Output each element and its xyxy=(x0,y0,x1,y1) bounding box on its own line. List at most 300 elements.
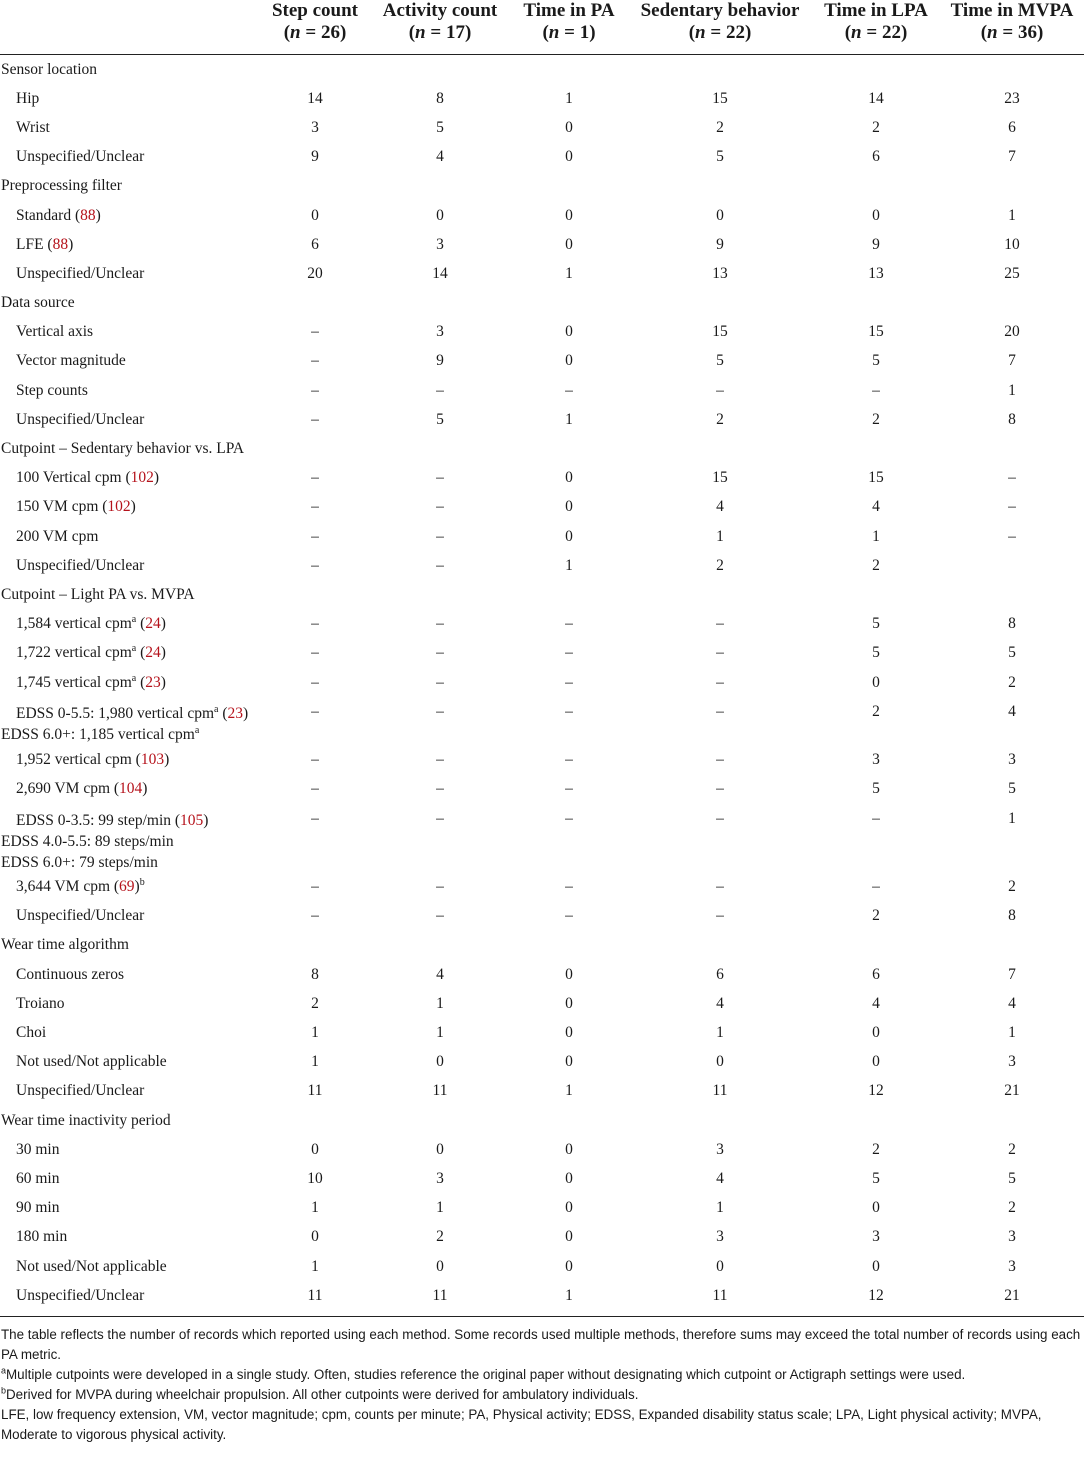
row-label-paren: ) xyxy=(243,705,249,723)
cell-value: 15 xyxy=(712,89,728,107)
n-symbol: n xyxy=(695,22,706,43)
citation-link[interactable]: 88 xyxy=(52,235,69,253)
cell-value: 3 xyxy=(1008,1257,1016,1275)
cell-value: 13 xyxy=(712,264,728,282)
cell-value: 21 xyxy=(940,1281,1084,1317)
cell-value: 4 xyxy=(716,994,724,1012)
table-row xyxy=(0,84,1084,113)
table-row xyxy=(0,873,1084,902)
row-label xyxy=(0,143,260,172)
citation-link[interactable]: 102 xyxy=(107,498,131,516)
row-label-text: 30 min xyxy=(16,1140,60,1158)
table-row xyxy=(0,405,1084,434)
footnote-marker: a xyxy=(131,614,137,625)
cell-value: 4 xyxy=(1008,703,1016,721)
row-label-paren: ) xyxy=(160,673,166,691)
n-value: 1 xyxy=(579,22,590,43)
cell-value: – xyxy=(311,809,319,827)
row-label-text: 90 min xyxy=(16,1199,60,1217)
cell-value: 9 xyxy=(716,235,724,253)
row-label-paren: ) xyxy=(130,498,136,516)
row-label xyxy=(0,551,260,580)
row-label-text: Unspecified/Unclear xyxy=(16,410,145,428)
n-symbol: n xyxy=(851,22,862,43)
table-row xyxy=(0,1164,1084,1193)
row-label xyxy=(0,405,260,434)
cell-value: – xyxy=(311,352,319,370)
cell-value: 1 xyxy=(436,1024,444,1042)
footnote-marker: a xyxy=(131,672,137,684)
column-n: (n = 17) xyxy=(408,22,472,43)
cell-value: 0 xyxy=(565,352,573,370)
column-n: (n = 36) xyxy=(980,22,1044,43)
cell-value: 0 xyxy=(872,1257,880,1275)
cell-value: 3 xyxy=(872,750,880,768)
cell-value: 5 xyxy=(436,410,444,428)
row-label-text: Step counts xyxy=(16,381,88,399)
row-label xyxy=(0,960,260,989)
row-label-continuation xyxy=(1,831,260,852)
row-label-text: Unspecified/Unclear xyxy=(16,264,145,282)
cell-value: 6 xyxy=(311,235,319,253)
cell-value: 8 xyxy=(1008,410,1016,428)
cell-value: 0 xyxy=(565,1228,573,1246)
cell-value: – xyxy=(565,750,573,768)
cell-value: 2 xyxy=(872,410,880,428)
cell-value: – xyxy=(311,498,319,516)
table-row xyxy=(0,318,1084,347)
row-label-text: 200 VM cpm xyxy=(16,527,99,545)
cell-value: 1 xyxy=(311,1024,319,1042)
cell-value: 10 xyxy=(307,1169,323,1187)
cell-value: 1 xyxy=(510,1281,628,1317)
cell-value: 12 xyxy=(868,1082,884,1100)
table-row xyxy=(0,745,1084,774)
cell-value: 1 xyxy=(1008,809,1016,827)
cell-value: 0 xyxy=(565,469,573,487)
row-label-text: Wrist xyxy=(16,118,50,136)
cell-value: 2 xyxy=(716,556,724,574)
cell-value: 7 xyxy=(1008,148,1016,166)
cell-value: – xyxy=(716,750,724,768)
cell-value: – xyxy=(311,323,319,341)
cell-value: – xyxy=(436,469,444,487)
cell-value: 11 xyxy=(712,1082,728,1100)
row-label-text: Not used/Not applicable xyxy=(16,1053,167,1071)
cell-value: 3 xyxy=(436,1169,444,1187)
column-title: Time in LPA xyxy=(824,0,928,21)
cell-value: 6 xyxy=(872,148,880,166)
row-label xyxy=(0,493,260,522)
row-label-text: 1,584 vertical cpm xyxy=(16,615,132,633)
footnote-a-text: Multiple cutpoints were developed in a single study. Often, studies reference the original paper without designating which cutpoint or Actigraph settings were used. xyxy=(6,1367,966,1383)
cell-value: 4 xyxy=(716,1169,724,1187)
cell-value: 3 xyxy=(311,118,319,136)
table-row xyxy=(0,1018,1084,1047)
table-row xyxy=(0,201,1084,230)
cell-value: – xyxy=(311,878,319,896)
row-label-paren: ) xyxy=(134,878,140,896)
cell-value: – xyxy=(311,556,319,574)
cell-value: 3 xyxy=(436,235,444,253)
row-label-text: 2,690 VM cpm ( xyxy=(16,779,120,797)
cell-value: 1 xyxy=(1008,1024,1016,1042)
section-row xyxy=(0,289,1084,318)
row-label xyxy=(0,697,260,745)
cell-value: – xyxy=(565,381,573,399)
cell-value: 5 xyxy=(872,352,880,370)
continuation-text: EDSS 6.0+: 1,185 vertical cpm xyxy=(1,726,195,744)
row-label-text: Choi xyxy=(16,1024,47,1042)
cell-value: 1 xyxy=(1008,206,1016,224)
citation-link[interactable]: 23 xyxy=(145,673,161,691)
cell-value: – xyxy=(716,673,724,691)
cell-value: 9 xyxy=(311,148,319,166)
section-row xyxy=(0,55,1084,85)
cell-value: 2 xyxy=(872,118,880,136)
row-label xyxy=(0,1135,260,1164)
cell-value: – xyxy=(436,556,444,574)
cell-value: 15 xyxy=(712,323,728,341)
cell-value: 2 xyxy=(1008,878,1016,896)
cell-value: 5 xyxy=(872,615,880,633)
cell-value: 0 xyxy=(872,673,880,691)
cell-value xyxy=(940,551,1084,580)
cell-value: – xyxy=(872,809,880,827)
row-label xyxy=(0,376,260,405)
row-label xyxy=(0,873,260,902)
cell-value: 0 xyxy=(311,206,319,224)
row-label-paren: ) xyxy=(203,811,209,829)
row-label-paren: ) xyxy=(164,750,170,768)
table-row xyxy=(0,989,1084,1018)
cell-value: 4 xyxy=(872,994,880,1012)
row-label xyxy=(0,1252,260,1281)
section-title: Cutpoint – Light PA vs. MVPA xyxy=(1,585,195,603)
table-row xyxy=(0,551,1084,580)
cell-value: 1 xyxy=(872,527,880,545)
column-n: (n = 26) xyxy=(283,22,347,43)
cell-value: 1 xyxy=(436,1199,444,1217)
n-value: 36 xyxy=(1017,22,1037,43)
cell-value: 11 xyxy=(260,1281,370,1317)
section-row xyxy=(0,434,1084,463)
row-label xyxy=(0,1018,260,1047)
row-label-text: Troiano xyxy=(16,994,65,1012)
cell-value: 0 xyxy=(565,1140,573,1158)
footnote-main: The table reflects the number of records which reported using each method. Some records used multiple methods, therefore sums may exceed the total number of records using each PA metric. xyxy=(1,1327,1081,1363)
cell-value: – xyxy=(436,527,444,545)
cell-value: – xyxy=(311,644,319,662)
n-value: 22 xyxy=(725,22,745,43)
row-label-text: Continuous zeros xyxy=(16,965,125,983)
cell-value: – xyxy=(565,907,573,925)
cell-value: – xyxy=(311,673,319,691)
table-row xyxy=(0,493,1084,522)
cell-value: 14 xyxy=(307,89,323,107)
cell-value: 4 xyxy=(436,965,444,983)
row-label xyxy=(0,259,260,288)
row-label xyxy=(0,522,260,551)
cell-value: – xyxy=(716,907,724,925)
column-title: Time in MVPA xyxy=(950,0,1074,21)
cell-value: – xyxy=(1008,527,1016,545)
cell-value: 4 xyxy=(872,498,880,516)
cell-value: 5 xyxy=(872,1169,880,1187)
column-n: (n = 1) xyxy=(542,22,596,43)
header-empty-cell xyxy=(0,0,260,55)
column-n: (n = 22) xyxy=(844,22,908,43)
cell-value: 1 xyxy=(311,1257,319,1275)
citation-link[interactable]: 24 xyxy=(145,615,161,633)
column-header xyxy=(260,0,370,55)
column-title: Activity count xyxy=(382,0,498,21)
cell-value: – xyxy=(565,809,573,827)
row-label xyxy=(0,668,260,697)
cell-value: 9 xyxy=(872,235,880,253)
section-row xyxy=(0,1106,1084,1135)
continuation-text: EDSS 4.0-5.5: 89 steps/min xyxy=(1,832,174,850)
cell-value: 11 xyxy=(307,1082,323,1100)
row-label-text: Unspecified/Unclear xyxy=(16,907,145,925)
cell-value: 0 xyxy=(565,1257,573,1275)
cell-value: 20 xyxy=(1004,323,1020,341)
cell-value: – xyxy=(565,878,573,896)
cell-value: 0 xyxy=(565,527,573,545)
n-value: 22 xyxy=(881,22,901,43)
column-header xyxy=(940,0,1084,55)
column-title: Step count xyxy=(271,0,359,21)
cell-value: 0 xyxy=(565,498,573,516)
cell-value: 1 xyxy=(565,1082,573,1100)
cell-value: 0 xyxy=(872,1199,880,1217)
cell-value: 2 xyxy=(1008,673,1016,691)
row-label xyxy=(0,1048,260,1077)
row-label-continuation xyxy=(1,852,260,873)
row-label xyxy=(0,113,260,142)
cell-value: 5 xyxy=(872,779,880,797)
cell-value: 0 xyxy=(565,1053,573,1071)
cell-value: 15 xyxy=(868,323,884,341)
table-row xyxy=(0,804,1084,873)
footnote-marker: a xyxy=(131,643,137,655)
cell-value: 5 xyxy=(1008,644,1016,662)
cell-value: 0 xyxy=(872,206,880,224)
row-label-text: Unspecified/Unclear xyxy=(16,1286,145,1304)
table-body xyxy=(0,55,1084,1317)
table-row xyxy=(0,1194,1084,1223)
cell-value: 0 xyxy=(565,118,573,136)
cell-value: 6 xyxy=(1008,118,1016,136)
cell-value: 1 xyxy=(436,994,444,1012)
cell-value: 8 xyxy=(436,89,444,107)
table-row xyxy=(0,1048,1084,1077)
cell-value: 5 xyxy=(716,352,724,370)
cell-value: – xyxy=(716,615,724,633)
table-row xyxy=(0,697,1084,745)
column-title: Time in PA xyxy=(523,0,615,21)
section-title: Wear time inactivity period xyxy=(1,1111,171,1129)
cell-value: – xyxy=(436,673,444,691)
n-symbol: n xyxy=(415,22,426,43)
cell-value: 9 xyxy=(436,352,444,370)
n-symbol: n xyxy=(987,22,998,43)
section-title: Cutpoint – Sedentary behavior vs. LPA xyxy=(1,440,245,458)
cell-value: 2 xyxy=(716,118,724,136)
row-label xyxy=(0,902,260,931)
section-title: Wear time algorithm xyxy=(1,936,129,954)
table-row xyxy=(0,610,1084,639)
cell-value: – xyxy=(311,750,319,768)
cell-value: 2 xyxy=(872,1140,880,1158)
citation-link[interactable]: 102 xyxy=(130,469,154,487)
row-label-continuation xyxy=(1,724,260,745)
cell-value: – xyxy=(436,750,444,768)
row-label-text: LFE ( xyxy=(16,235,53,253)
cell-value: 1 xyxy=(565,556,573,574)
column-header xyxy=(812,0,940,55)
cell-value: 0 xyxy=(565,994,573,1012)
row-label xyxy=(0,1223,260,1252)
table-row xyxy=(0,902,1084,931)
section-row xyxy=(0,931,1084,960)
cell-value: – xyxy=(872,878,880,896)
cell-value: 11 xyxy=(432,1082,448,1100)
header-row xyxy=(0,0,1084,55)
cell-value: 15 xyxy=(712,469,728,487)
row-label-text: Hip xyxy=(16,89,40,107)
row-label xyxy=(0,230,260,259)
cell-value: – xyxy=(565,779,573,797)
cell-value: 5 xyxy=(872,644,880,662)
row-label-text: 60 min xyxy=(16,1169,60,1187)
cell-value: 11 xyxy=(628,1281,812,1317)
footnote-a-mark: a xyxy=(1,1365,7,1376)
cell-value: – xyxy=(436,615,444,633)
cell-value: – xyxy=(436,381,444,399)
cell-value: 0 xyxy=(872,1053,880,1071)
footnote-a xyxy=(1,1365,1084,1385)
citation-link[interactable]: 105 xyxy=(180,811,204,829)
cell-value: 1 xyxy=(716,527,724,545)
cell-value: 1 xyxy=(565,89,573,107)
citation-link[interactable]: 24 xyxy=(145,644,161,662)
table-footnotes xyxy=(0,1317,1084,1445)
n-symbol: n xyxy=(290,22,301,43)
row-label xyxy=(0,1281,260,1317)
cell-value: – xyxy=(565,673,573,691)
row-label-text: Not used/Not applicable xyxy=(16,1257,167,1275)
footnote-marker: b xyxy=(139,876,145,888)
row-label xyxy=(0,774,260,803)
cell-value: – xyxy=(311,907,319,925)
cell-value: 3 xyxy=(872,1228,880,1246)
cell-value: – xyxy=(565,644,573,662)
row-label-text: Unspecified/Unclear xyxy=(16,556,145,574)
cell-value: 5 xyxy=(716,148,724,166)
cell-value: – xyxy=(716,703,724,721)
citation-link[interactable]: 23 xyxy=(227,705,244,723)
cell-value: 0 xyxy=(565,1199,573,1217)
table-row xyxy=(0,639,1084,668)
cell-value: 0 xyxy=(565,206,573,224)
footnote-b-text: Derived for MVPA during wheelchair propulsion. All other cutpoints were derived for ambulatory individuals. xyxy=(6,1387,639,1403)
table-row xyxy=(0,376,1084,405)
n-value: 26 xyxy=(320,22,340,43)
cell-value: 3 xyxy=(1008,750,1016,768)
cell-value: 0 xyxy=(311,1140,319,1158)
row-label xyxy=(0,1164,260,1193)
cell-value: – xyxy=(436,779,444,797)
citation-link[interactable]: 103 xyxy=(140,750,165,768)
cell-value: 0 xyxy=(565,1169,573,1187)
footnote-b-mark: b xyxy=(1,1385,7,1396)
citation-link[interactable]: 69 xyxy=(119,878,135,896)
row-label-paren: ) xyxy=(160,644,166,662)
continuation-text: EDSS 6.0+: 79 steps/min xyxy=(1,853,158,871)
cell-value: – xyxy=(311,469,319,487)
cell-value: – xyxy=(716,644,724,662)
row-label-text: EDSS 0-3.5: 99 step/min ( xyxy=(16,811,181,829)
cell-value: 0 xyxy=(436,1257,444,1275)
cell-value: 0 xyxy=(565,1024,573,1042)
cell-value: – xyxy=(436,498,444,516)
row-label xyxy=(0,1194,260,1223)
row-label-paren: ( xyxy=(218,705,228,723)
row-label xyxy=(0,347,260,376)
row-label-text: EDSS 0-5.5: 1,980 vertical cpm xyxy=(16,705,215,723)
citation-link[interactable]: 88 xyxy=(80,206,96,224)
cell-value: – xyxy=(716,809,724,827)
cell-value: 7 xyxy=(1008,352,1016,370)
cell-value: – xyxy=(436,644,444,662)
footnote-marker: a xyxy=(194,724,200,736)
row-label-text: 100 Vertical cpm ( xyxy=(16,469,131,487)
cell-value: 0 xyxy=(436,206,444,224)
row-label xyxy=(0,84,260,113)
cell-value: 2 xyxy=(311,994,319,1012)
table-row xyxy=(0,259,1084,288)
citation-link[interactable]: 104 xyxy=(119,779,143,797)
cell-value: 1 xyxy=(311,1199,319,1217)
footnote-b xyxy=(1,1385,1084,1405)
cell-value: 3 xyxy=(716,1140,724,1158)
cell-value: 1 xyxy=(716,1199,724,1217)
table-row xyxy=(0,143,1084,172)
cell-value: – xyxy=(436,907,444,925)
row-label-text: Vector magnitude xyxy=(16,352,126,370)
row-label xyxy=(0,610,260,639)
cell-value: – xyxy=(436,878,444,896)
row-label-text: Unspecified/Unclear xyxy=(16,148,145,166)
row-label-paren: ) xyxy=(153,469,160,487)
table-row xyxy=(0,230,1084,259)
row-label xyxy=(0,318,260,347)
row-label-paren: ( xyxy=(136,673,146,691)
column-header xyxy=(628,0,812,55)
row-label-text: 1,952 vertical cpm ( xyxy=(16,750,141,768)
cell-value: 1 xyxy=(311,1053,319,1071)
cell-value: – xyxy=(311,381,319,399)
table-row xyxy=(0,464,1084,493)
cell-value: 23 xyxy=(1004,89,1020,107)
cell-value: 0 xyxy=(436,1053,444,1071)
cell-value: – xyxy=(436,703,444,721)
cell-value: – xyxy=(565,615,573,633)
cell-value: 0 xyxy=(565,965,573,983)
table-row xyxy=(0,522,1084,551)
row-label-text: Standard ( xyxy=(16,206,81,224)
